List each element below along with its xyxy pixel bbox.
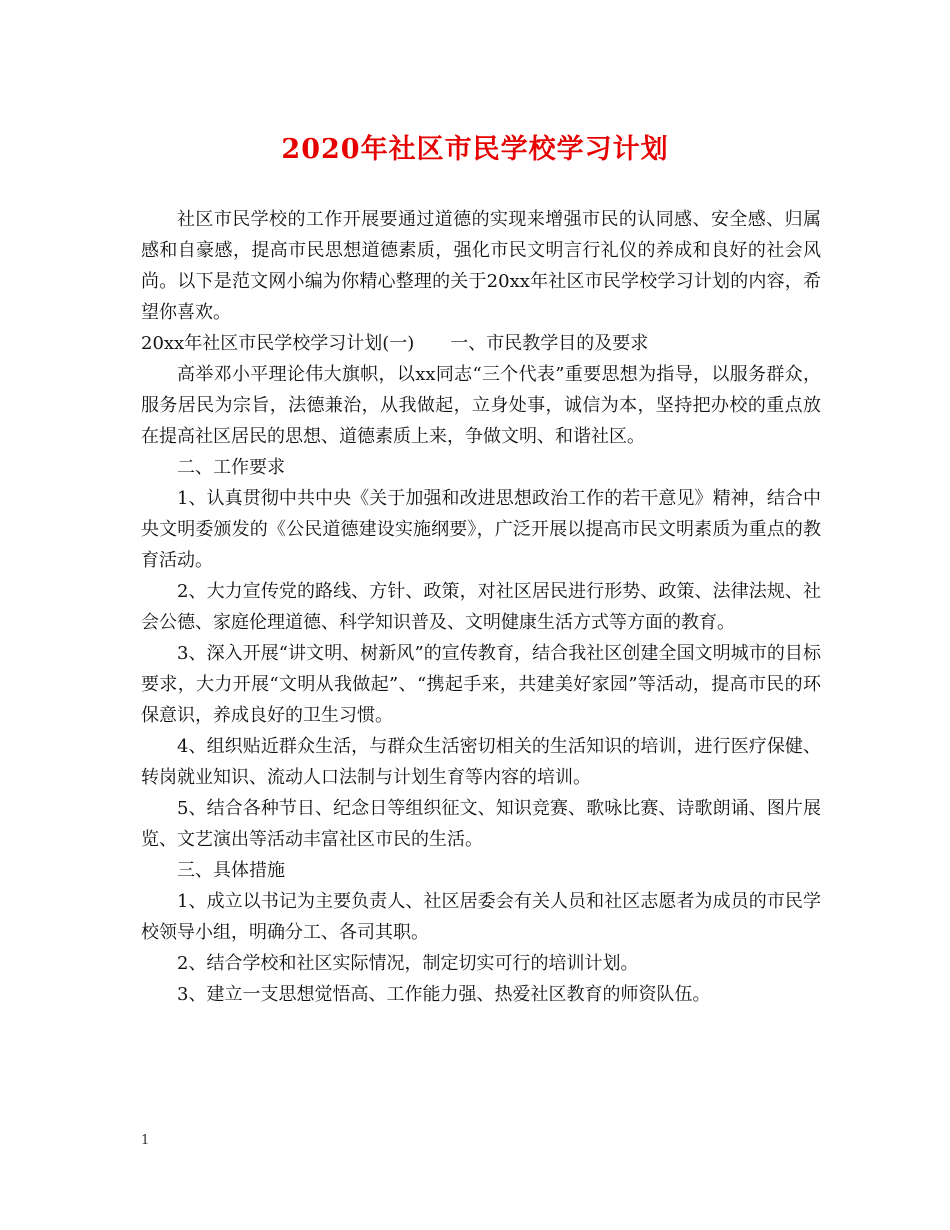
section-heading: 二、工作要求 [177, 457, 285, 478]
section-heading: 三、具体措施 [177, 860, 285, 881]
document-body [141, 204, 821, 1010]
list-item: 2、结合学校和社区实际情况，制定切实可行的培训计划。 [177, 953, 639, 974]
list-item: 4、组织贴近群众生活，与群众生活密切相关的生活知识的培训，进行医疗保健、转岗就业知识、流动人口法制与计划生育等内容的培训。 [141, 736, 821, 788]
plan-heading-line: 20xx年社区市民学校学习计划(一) 一、市民教学目的及要求 [141, 333, 649, 354]
list-item: 1、成立以书记为主要负责人、社区居委会有关人员和社区志愿者为成员的市民学校领导小组，明确分工、各司其职。 [141, 891, 821, 943]
body-paragraph: 高举邓小平理论伟大旗帜，以xx同志“三个代表”重要思想为指导，以服务群众，服务居民为宗旨，法德兼治，从我做起，立身处事，诚信为本，坚持把办校的重点放在提高社区居民的思想、道德素质上来，争做文明、和谐社区。 [141, 364, 821, 447]
intro-paragraph: 社区市民学校的工作开展要通过道德的实现来增强市民的认同感、安全感、归属感和自豪感，提高市民思想道德素质，强化市民文明言行礼仪的养成和良好的社会风尚。以下是范文网小编为你精心整理的关于20xx年社区市民学校学习计划的内容，希望你喜欢。 [141, 209, 821, 323]
list-item: 3、建立一支思想觉悟高、工作能力强、热爱社区教育的师资队伍。 [177, 984, 711, 1005]
list-item: 5、结合各种节日、纪念日等组织征文、知识竞赛、歌咏比赛、诗歌朗诵、图片展览、文艺演出等活动丰富社区市民的生活。 [141, 798, 821, 850]
list-item: 2、大力宣传党的路线、方针、政策，对社区居民进行形势、政策、法律法规、社会公德、家庭伦理道德、科学知识普及、文明健康生活方式等方面的教育。 [141, 581, 821, 633]
document-title: 2020年社区市民学校学习计划 [281, 134, 669, 165]
list-item: 1、认真贯彻中共中央《关于加强和改进思想政治工作的若干意见》精神，结合中央文明委颁发的《公民道德建设实施纲要》，广泛开展以提高市民文明素质为重点的教育活动。 [141, 488, 821, 571]
list-item: 3、深入开展“讲文明、树新风”的宣传教育，结合我社区创建全国文明城市的目标要求，大力开展“文明从我做起”、“携起手来，共建美好家园”等活动，提高市民的环保意识，养成良好的卫生习惯。 [141, 643, 821, 726]
page-number: 1 [141, 1133, 150, 1148]
